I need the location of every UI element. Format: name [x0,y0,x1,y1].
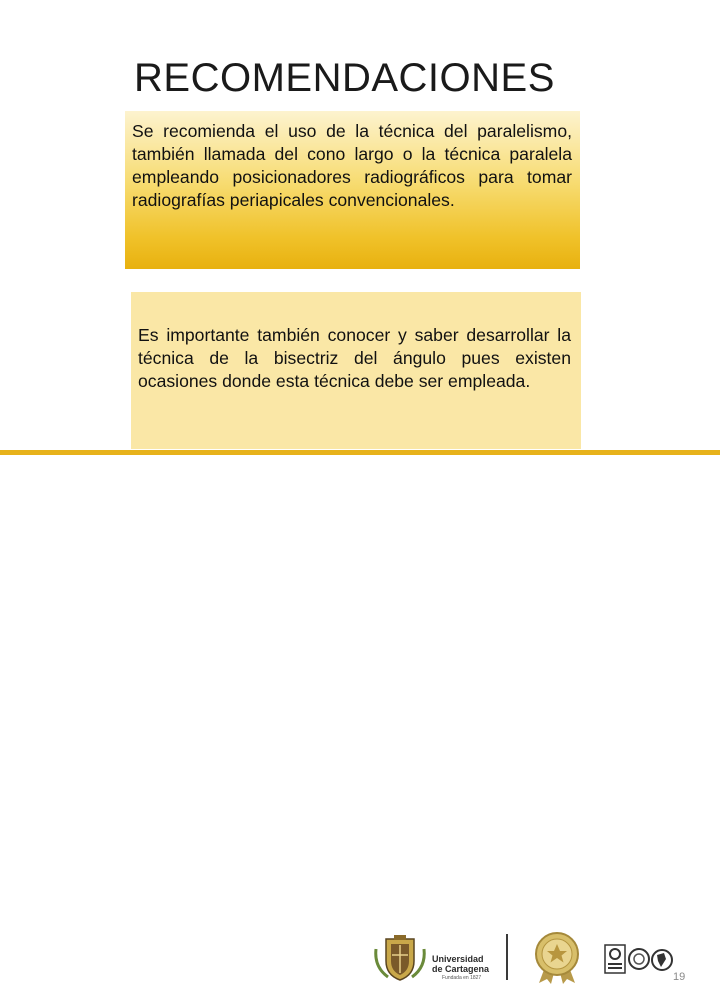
recommendation-box-secondary [131,292,581,449]
slide-footer [0,455,720,983]
slide-title: RECOMENDACIONES [134,56,555,100]
university-motto: Fundada en 1827 [442,975,482,981]
university-name-line1: Universidad [432,954,484,964]
recommendation-text-primary: Se recomienda el uso de la técnica del paralelismo, también llamada del cono largo o la técnica paralela empleando posicionadores radiográficos para tomar radiografías periapicales convencionales. [132,121,572,210]
recommendation-text-secondary: Es importante también conocer y saber desarrollar la técnica de la bisectriz del ángulo pues existen ocasiones donde esta técnica debe ser empleada. [138,325,571,391]
university-name-line2: de Cartagena [432,964,490,974]
university-name [432,954,489,974]
accreditation-seal-icon [531,931,583,985]
recommendation-box-primary [125,111,580,269]
page-number: 19 [673,971,686,983]
footer-divider [506,934,508,980]
university-shield-icon [372,933,428,983]
quality-certification-icons [604,943,674,977]
